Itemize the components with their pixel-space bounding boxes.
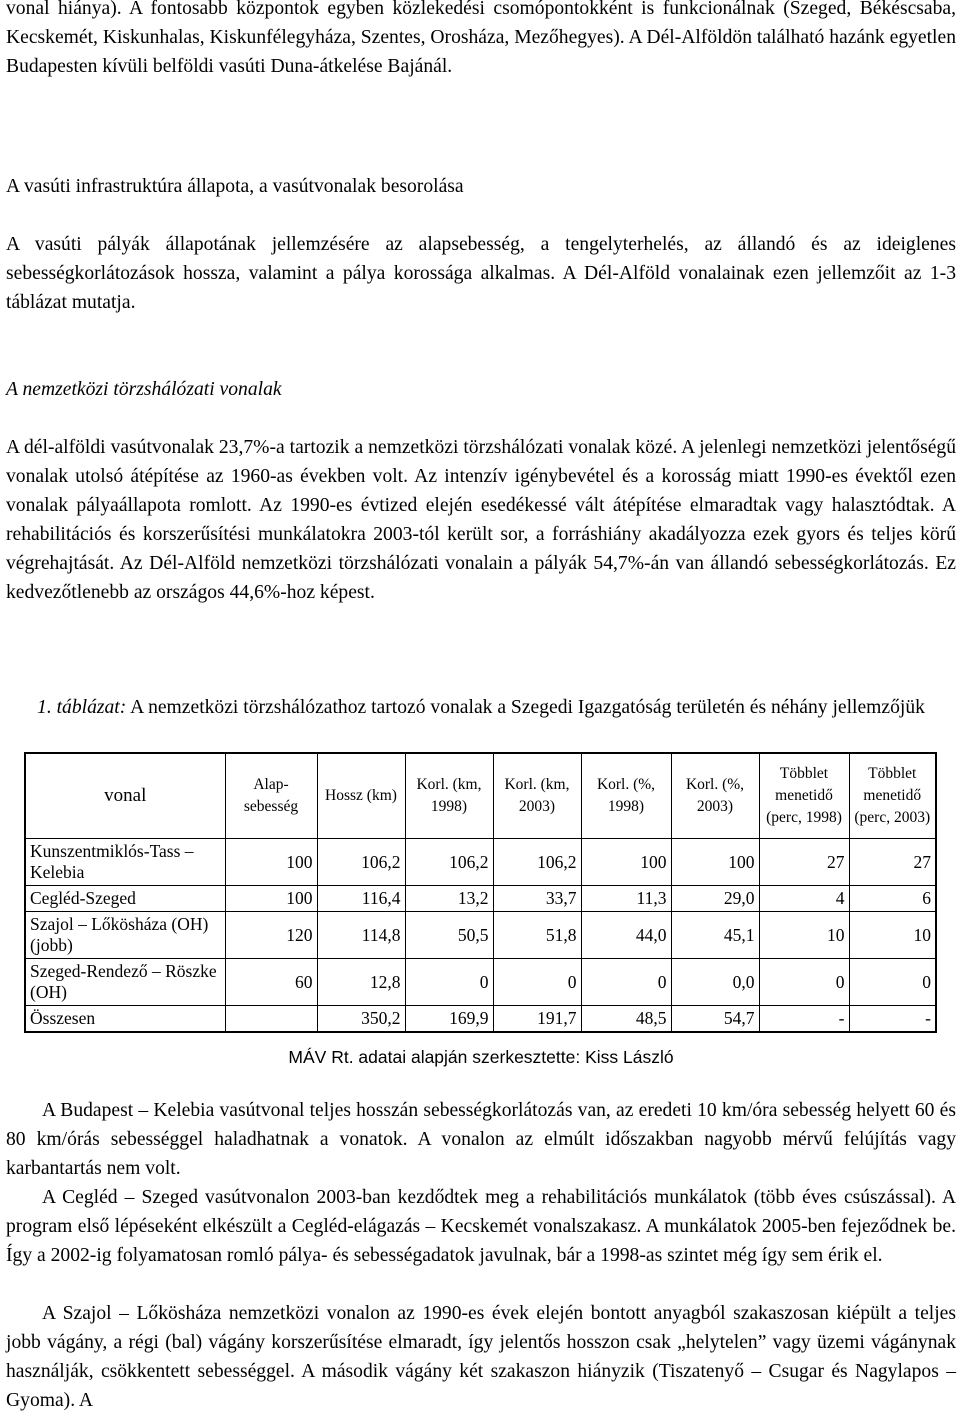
cell-line-name: Cegléd-Szeged — [25, 886, 225, 912]
header-extra-time-2003: Többlet menetidő (perc, 2003) — [849, 753, 936, 839]
cell: 191,7 — [493, 1006, 581, 1033]
cell: 169,9 — [405, 1006, 493, 1033]
header-restr-pct-2003: Korl. (%, 2003) — [671, 753, 759, 839]
header-extra-time-1998: Többlet menetidő (perc, 1998) — [759, 753, 849, 839]
cell: 27 — [849, 839, 936, 886]
table-caption-text: A nemzetközi törzshálózathoz tartozó vonalak a Szegedi Igazgatóság területén és néhány jellemzőjük — [126, 697, 925, 718]
cell: - — [759, 1006, 849, 1033]
cell: 11,3 — [581, 886, 671, 912]
cell: 4 — [759, 886, 849, 912]
cell: 120 — [225, 912, 317, 959]
cell: 100 — [581, 839, 671, 886]
section-title-infrastructure: A vasúti infrastruktúra állapota, a vasútvonalak besorolása — [6, 176, 464, 197]
cell-line-name: Szajol – Lőkösháza (OH) (jobb) — [25, 912, 225, 959]
table-header-row — [25, 753, 936, 839]
table-caption — [6, 693, 956, 722]
cell: 106,2 — [493, 839, 581, 886]
cell: 106,2 — [405, 839, 493, 886]
cell: 100 — [225, 886, 317, 912]
cell: 27 — [759, 839, 849, 886]
cell: 0 — [581, 959, 671, 1006]
table-source: MÁV Rt. adatai alapján szerkesztette: Kiss László — [288, 1047, 674, 1067]
header-line: vonal — [25, 753, 225, 839]
cell: 60 — [225, 959, 317, 1006]
header-restr-km-2003: Korl. (km, 2003) — [493, 753, 581, 839]
cell-line-name: Kunszentmiklós-Tass – Kelebia — [25, 839, 225, 886]
cell — [225, 1006, 317, 1033]
cell: 100 — [671, 839, 759, 886]
cell: 10 — [759, 912, 849, 959]
cell: 45,1 — [671, 912, 759, 959]
header-restr-pct-1998: Korl. (%, 1998) — [581, 753, 671, 839]
cell: 0,0 — [671, 959, 759, 1006]
cell: 0 — [849, 959, 936, 1006]
cell: 106,2 — [317, 839, 405, 886]
header-length: Hossz (km) — [317, 753, 405, 839]
cell: 13,2 — [405, 886, 493, 912]
intro-paragraph: vonal hiánya). A fontosabb központok egyben közlekedési csomópontokként is funkcionálnak (Szeged, Békéscsaba, Kecskemét, Kiskunhalas, Kiskunfélegyháza, Szentes, Orosháza, Mezőhegyes). A Dél-Alföldön található hazánk egyetlen Budapesten kívüli belföldi vasúti Duna-átkelése Bajánál. — [6, 0, 956, 77]
table-row — [25, 912, 936, 959]
cell: 50,5 — [405, 912, 493, 959]
cell: 29,0 — [671, 886, 759, 912]
international-lines-paragraph: A dél-alföldi vasútvonalak 23,7%-a tartozik a nemzetközi törzshálózati vonalak közé. A jelenlegi nemzetközi jelentőségű vonalak utolsó átépítése az 1960-as években volt. Az intenzív igénybevétel és a korosság miatt 1990-es évektől ezen vonalak pályaállapota romlott. Az 1990-es évtized elején esedékessé vált átépítése elmaradtak vagy halasztódtak. A rehabilitációs és korszerűsítési munkálatokra 2003-tól került sor, a forráshiány akadályozza ezek gyors és teljes körű végrehajtását. Az Dél-Alföld nemzetközi törzshálózati vonalain a pályák 54,7%-án van állandó sebességkorlátozás. Ez kedvezőtlenebb az országos 44,6%-hoz képest. — [6, 437, 956, 603]
cell-line-name: Összesen — [25, 1006, 225, 1033]
infrastructure-paragraph: A vasúti pályák állapotának jellemzésére az alapsebesség, a tengelyterhelés, az állandó és az ideiglenes sebességkorlátozások hossza, valamint a pálya korossága alkalmas. A Dél-Alföld vonalainak ezen jellemzőit az 1-3 táblázat mutatja. — [6, 234, 956, 313]
lines-table — [24, 752, 937, 1033]
header-base-speed: Alap-sebesség — [225, 753, 317, 839]
cell: 10 — [849, 912, 936, 959]
table-row — [25, 886, 936, 912]
cell: - — [849, 1006, 936, 1033]
cell: 114,8 — [317, 912, 405, 959]
cell: 0 — [493, 959, 581, 1006]
header-restr-km-1998: Korl. (km, 1998) — [405, 753, 493, 839]
table-row — [25, 959, 936, 1006]
cell: 54,7 — [671, 1006, 759, 1033]
cell: 350,2 — [317, 1006, 405, 1033]
budapest-kelebia-paragraph: A Budapest – Kelebia vasútvonal teljes hosszán sebességkorlátozás van, az eredeti 10 km/óra sebesség helyett 60 és 80 km/órás sebességgel haladhatnak a vonatok. A vonalon az elmúlt időszakban nagyobb mérvű felújítás vagy karbantartás nem volt. — [6, 1100, 956, 1179]
table-total-row — [25, 1006, 936, 1033]
cegled-szeged-paragraph: A Cegléd – Szeged vasútvonalon 2003-ban kezdődtek meg a rehabilitációs munkálatok (több éves csúszással). A program első lépéseként elkészült a Cegléd-elágazás – Kecskemét vonalszakasz. A munkálatok 2005-ben fejeződnek be. Így a 2002-ig folyamatosan romló pálya- és sebességadatok javulnak, bár a 1998-as szintet még így sem érik el. — [6, 1187, 956, 1266]
cell: 116,4 — [317, 886, 405, 912]
cell: 44,0 — [581, 912, 671, 959]
cell: 100 — [225, 839, 317, 886]
cell: 51,8 — [493, 912, 581, 959]
table-row — [25, 839, 936, 886]
table-caption-label: 1. táblázat: — [37, 697, 127, 718]
cell-line-name: Szeged-Rendező – Röszke (OH) — [25, 959, 225, 1006]
cell: 33,7 — [493, 886, 581, 912]
cell: 12,8 — [317, 959, 405, 1006]
cell: 6 — [849, 886, 936, 912]
szajol-lokoshaza-paragraph: A Szajol – Lőkösháza nemzetközi vonalon az 1990-es évek elején bontott anyagból szakaszosan kiépült a teljes jobb vágány, a régi (bal) vágány korszerűsítése elmaradt, így jelentős hosszon csak „helytelen” vagy üzemi vágánynak használják, csökkentett sebességgel. A második vágány két szakaszon hiányzik (Tiszatenyő – Csugar és Nagylapos – Gyoma). A — [6, 1303, 956, 1411]
cell: 0 — [405, 959, 493, 1006]
section-title-international-lines: A nemzetközi törzshálózati vonalak — [6, 379, 282, 400]
cell: 48,5 — [581, 1006, 671, 1033]
cell: 0 — [759, 959, 849, 1006]
